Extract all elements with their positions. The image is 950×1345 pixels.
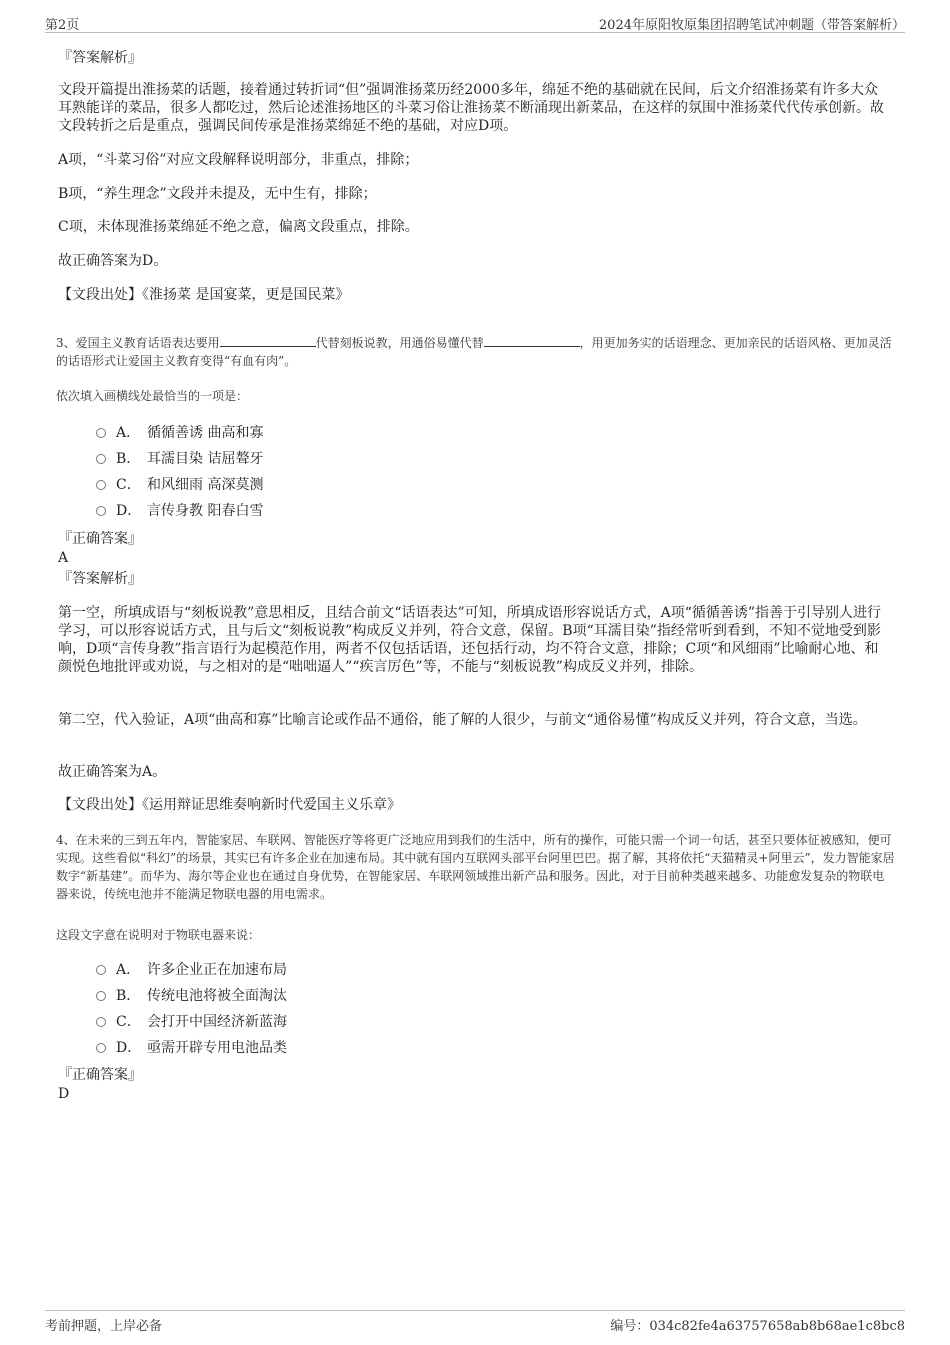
option-key: C． bbox=[116, 1014, 141, 1030]
q2-option-a-analysis: A项，“斗菜习俗”对应文段解释说明部分，非重点，排除； bbox=[58, 152, 419, 168]
q4-stem: 4、在未来的三到五年内，智能家居、车联网、智能医疗等将更广泛地应用到我们的生活中，所有的操作，可能只需一个词一句话，甚至只要体征被感知，便可实现。这些看似“科幻”的场景，其实已有许多企业在加速布局。其中就有国内互联网头部平台阿里巴巴。据了解，其将依托“天猫精灵+阿里云”，发力智能家居数字“新基建”。而华为、海尔等企业也在通过自身优势，在智能家居、车联网领域推出新产品和服务。因此，对于目前种类越来越多、功能愈发复杂的物联电器来说，传统电池并不能满足物联电器的用电需求。 bbox=[56, 833, 895, 901]
q4-option-b[interactable] bbox=[96, 987, 287, 1005]
option-key: B． bbox=[116, 451, 141, 467]
page-number: 第2页 bbox=[45, 18, 80, 33]
q3-option-a[interactable] bbox=[96, 424, 263, 442]
q4-prompt: 这段文字意在说明对于物联电器来说： bbox=[56, 928, 261, 942]
radio-icon[interactable] bbox=[96, 480, 106, 490]
footer-slogan: 考前押题，上岸必备 bbox=[45, 1319, 163, 1334]
q3-option-c[interactable] bbox=[96, 476, 263, 494]
q3-option-b[interactable] bbox=[96, 450, 263, 468]
q2-conclusion: 故正确答案为D。 bbox=[58, 253, 168, 269]
q4-option-c[interactable] bbox=[96, 1013, 287, 1031]
q3-analysis-paragraph-1: 第一空，所填成语与“刻板说教”意思相反，且结合前文“话语表达”可知，所填成语形容说话方式，A项“循循善诱”指善于引导别人进行学习，可以形容说话方式，且与后文“刻板说教”构成反义并列，符合文意，保留。B项“耳濡目染”指经常听到看到，不知不觉地受到影响，D项“言传身教”指言语行为起模范作用，两者不仅包括话语，还包括行动，均不符合文意，排除；C项“和风细雨”比喻耐心地、和颜悦色地批评或劝说，与之相对的是“咄咄逼人”“疾言厉色”等，不能与“刻板说教”构成反义并列，排除。 bbox=[58, 605, 882, 675]
q3-blank-1 bbox=[220, 334, 316, 347]
radio-icon[interactable] bbox=[96, 428, 106, 438]
q2-analysis-paragraph: 文段开篇提出淮扬菜的话题，接着通过转折词“但”强调淮扬菜历经2000多年，绵延不绝的基础就在民间，后文介绍淮扬菜有许多大众耳熟能详的菜品，很多人都吃过，然后论述淮扬地区的斗菜习俗让淮扬菜不断涌现出新菜品，在这样的氛围中淮扬菜代代传承创新。故文段转折之后是重点，强调民间传承是淮扬菜绵延不绝的基础，对应D项。 bbox=[58, 82, 884, 134]
page-footer bbox=[45, 1310, 905, 1334]
q3-option-d[interactable] bbox=[96, 502, 263, 520]
radio-icon[interactable] bbox=[96, 454, 106, 464]
q3-stem-part-1: 3、爱国主义教育话语表达要用 bbox=[56, 336, 220, 350]
q2-analysis-label: 『答案解析』 bbox=[58, 50, 142, 66]
radio-icon[interactable] bbox=[96, 506, 106, 516]
page-header bbox=[45, 12, 905, 33]
q3-answer-label: 『正确答案』 bbox=[58, 531, 142, 547]
q4-answer: D bbox=[58, 1086, 70, 1102]
radio-icon[interactable] bbox=[96, 991, 106, 1001]
q4-option-d[interactable] bbox=[96, 1039, 287, 1057]
q3-conclusion: 故正确答案为A。 bbox=[58, 764, 167, 780]
option-text: 耳濡目染 诘屈聱牙 bbox=[147, 451, 264, 467]
option-text: 和风细雨 高深莫测 bbox=[147, 477, 264, 493]
q3-source: 【文段出处】《运用辩证思维奏响新时代爱国主义乐章》 bbox=[58, 797, 401, 813]
q3-blank-2 bbox=[484, 334, 580, 347]
option-key: A． bbox=[116, 962, 141, 978]
document-title: 2024年原阳牧原集团招聘笔试冲刺题（带答案解析） bbox=[598, 18, 905, 33]
radio-icon[interactable] bbox=[96, 1017, 106, 1027]
q3-stem-part-2: 代替刻板说教，用通俗易懂代替 bbox=[315, 336, 484, 350]
option-key: D． bbox=[116, 1040, 142, 1056]
q3-analysis-paragraph-2: 第二空，代入验证，A项“曲高和寡”比喻言论或作品不通俗，能了解的人很少，与前文“通俗易懂”构成反义并列，符合文意，当选。 bbox=[58, 712, 867, 728]
option-key: B． bbox=[116, 988, 141, 1004]
q3-stem-part-3: ，用更加务实的话语理念、更加亲民的话语风格、更加灵活的话语形式让爱国主义教育变得“有血有肉”。 bbox=[56, 336, 892, 368]
q2-option-c-analysis: C项，未体现淮扬菜绵延不绝之意，偏离文段重点，排除。 bbox=[58, 219, 419, 235]
q3-stem bbox=[56, 334, 896, 370]
option-text: 言传身教 阳春白雪 bbox=[147, 503, 264, 519]
option-text: 许多企业正在加速布局 bbox=[147, 962, 287, 978]
radio-icon[interactable] bbox=[96, 965, 106, 975]
option-key: A． bbox=[116, 425, 141, 441]
option-text: 亟需开辟专用电池品类 bbox=[147, 1040, 287, 1056]
radio-icon[interactable] bbox=[96, 1043, 106, 1053]
document-code: 编号：034c82fe4a63757658ab8b68ae1c8bc8 bbox=[610, 1319, 905, 1334]
option-text: 循循善诱 曲高和寡 bbox=[147, 425, 264, 441]
q4-option-a[interactable] bbox=[96, 961, 287, 979]
option-key: C． bbox=[116, 477, 141, 493]
q3-prompt: 依次填入画横线处最恰当的一项是： bbox=[56, 389, 249, 403]
option-key: D． bbox=[116, 503, 142, 519]
q4-answer-label: 『正确答案』 bbox=[58, 1067, 142, 1083]
option-text: 传统电池将被全面淘汰 bbox=[147, 988, 287, 1004]
q3-analysis-label: 『答案解析』 bbox=[58, 571, 142, 587]
q2-option-b-analysis: B项，“养生理念”文段并未提及，无中生有，排除； bbox=[58, 186, 377, 202]
q3-answer: A bbox=[58, 550, 69, 566]
q2-source: 【文段出处】《淮扬菜 是国宴菜，更是国民菜》 bbox=[58, 287, 350, 303]
option-text: 会打开中国经济新蓝海 bbox=[147, 1014, 287, 1030]
